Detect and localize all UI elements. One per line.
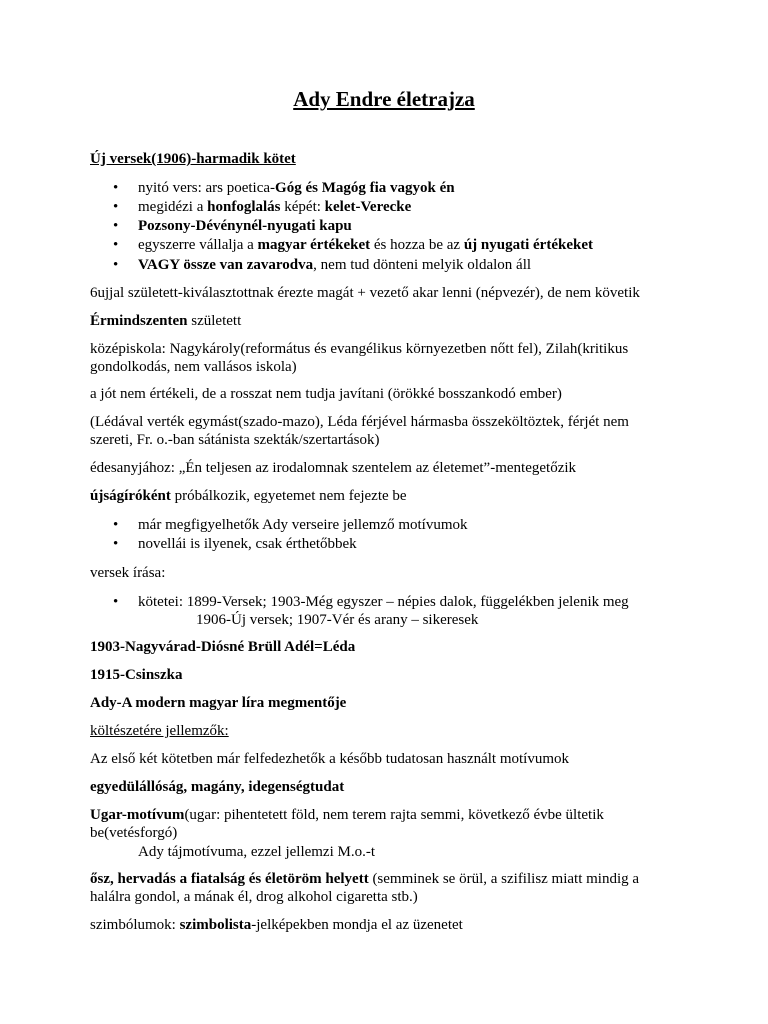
paragraph: Érmindszenten született [90,313,242,329]
paragraph: 6ujjal született-kiválasztottnak érezte magát + vezető akar lenni (népvezér), de nem követik [90,285,640,301]
paragraph-indented: Ady tájmotívuma, ezzel jellemzi M.o.-t [138,844,376,860]
bullet-marker: • [113,594,119,610]
bullet-marker: • [113,257,119,273]
paragraph: 1915-Csinszka [90,667,183,683]
list-item: VAGY össze van zavarodva, nem tud dönteni melyik oldalon áll [138,257,532,273]
list-item: kötetei: 1899-Versek; 1903-Még egyszer – népies dalok, függelékben jelenik meg [138,594,629,610]
list-item: már megfigyelhetők Ady verseire jellemző motívumok [138,517,468,533]
paragraph-continued: be(vetésforgó) [90,825,178,841]
list-item: novellái is ilyenek, csak érthetőbbek [138,536,357,552]
page-title: Ady Endre életrajza [293,87,475,111]
bullet-marker: • [113,536,119,552]
paragraph: újságíróként próbálkozik, egyetemet nem fejezte be [90,488,407,504]
list-item: Pozsony-Dévénynél-nyugati kapu [138,218,352,234]
paragraph: középiskola: Nagykároly(református és evangélikus környezetben nőtt fel), Zilah(kritikus [90,341,629,357]
paragraph: (Lédával verték egymást(szado-mazo), Léda férjével hármasba összeköltöztek, férjét nem [90,414,629,430]
list-item: nyitó vers: ars poetica-Góg és Magóg fia vagyok én [138,180,455,196]
list-item: megidézi a honfoglalás képét: kelet-Verecke [138,199,412,215]
paragraph: egyedülállóság, magány, idegenségtudat [90,779,345,795]
paragraph: szimbólumok: szimbolista-jelképekben mondja el az üzenetet [90,917,463,933]
list-item-continued: 1906-Új versek; 1907-Vér és arany – sikeresek [196,612,479,628]
paragraph: édesanyjához: „Én teljesen az irodalomnak szentelem az életemet”-mentegetőzik [90,460,577,476]
paragraph: Ady-A modern magyar líra megmentője [90,695,347,711]
paragraph-continued: szereti, Fr. o.-ban sátánista szekták/szertartások) [90,432,380,448]
paragraph: ősz, hervadás a fiatalság és életöröm helyett (semminek se örül, a szifilisz miatt mindig a [90,871,640,887]
list-item: egyszerre vállalja a magyar értékeket és hozza be az új nyugati értékeket [138,237,593,253]
bullet-marker: • [113,180,119,196]
bullet-marker: • [113,237,119,253]
section-heading: költészetére jellemzők: [90,723,229,739]
paragraph: versek írása: [90,565,166,581]
bullet-marker: • [113,199,119,215]
paragraph-continued: halálra gondol, a mának él, drog alkohol cigaretta stb.) [90,889,418,905]
paragraph: a jót nem értékeli, de a rosszat nem tudja javítani (örökké bosszankodó ember) [90,386,562,402]
paragraph: 1903-Nagyvárad-Diósné Brüll Adél=Léda [90,639,356,655]
section-heading: Új versek(1906)-harmadik kötet [90,151,296,167]
bullet-marker: • [113,517,119,533]
paragraph: Az első két kötetben már felfedezhetők a később tudatosan használt motívumok [90,751,570,767]
bullet-marker: • [113,218,119,234]
paragraph: Ugar-motívum(ugar: pihentetett föld, nem terem rajta semmi, következő évbe ültetik [90,807,604,823]
paragraph-continued: gondolkodás, nem vallásos iskola) [90,359,297,375]
